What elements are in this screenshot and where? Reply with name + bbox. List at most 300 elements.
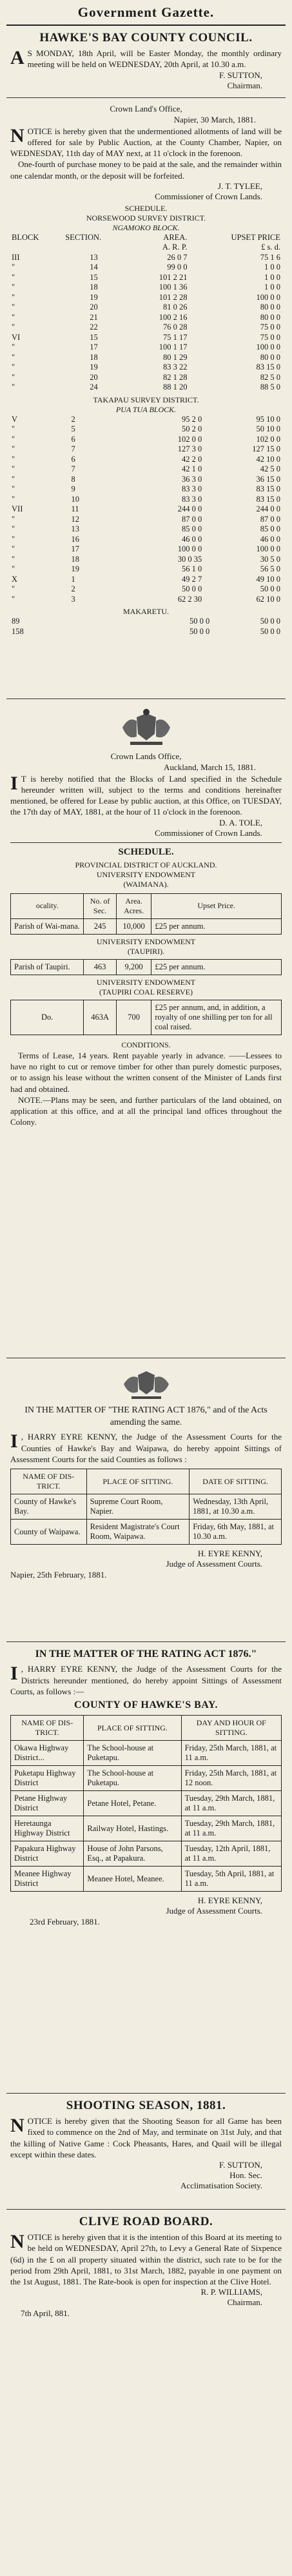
rating-title: IN THE MATTER OF THE RATING ACT 1876." — [35, 1649, 257, 1660]
date-line: Napier, 30 March, 1881. — [173, 115, 256, 125]
area-cell: 100 1 17 — [159, 342, 188, 352]
table-row — [11, 1816, 282, 1841]
area-cell: 100 0 0 — [177, 544, 202, 554]
crown-lands-auckland-notice — [6, 699, 286, 1358]
block-cell: " — [12, 464, 15, 474]
conditions-text: Terms of Lease, 14 years. Rent payable yearly in advance. ——Lessees to have no right to cut or remove timber for other than purely domestic purposes, or to assign his lease without the written consent of the Minister of Lands first had and obtained. — [10, 1050, 282, 1094]
block-cell: " — [12, 292, 15, 302]
notice-text: OTICE is hereby given that it is the intention of this Board at its meeting to be held on WEDNESDAY, April 27th, to Levy a General Rate of Sixpence (6d) in the £ on all property situated within the district, such rate to be for the period from 29th April, 1881, to 31st March, 1882, payable in one payment on the 1st August, 1881. The Rate-book is open for inspection at the Clive Hotel. — [10, 2232, 282, 2287]
price-cell: 80 0 0 — [260, 302, 280, 312]
area-cell: 100 2 16 — [159, 312, 188, 322]
sittings-table — [10, 1715, 282, 1892]
area-cell: 101 2 21 — [159, 272, 188, 282]
table-row — [10, 504, 282, 515]
area-cell: 42 2 0 — [181, 454, 202, 464]
price-cell: 1 0 0 — [264, 282, 280, 292]
note-text: NOTE.—Plans may be seen, and further particulars of the land obtained, on application at this office, and at all the principal land offices throughout the Colony. — [10, 1095, 282, 1127]
endowment-heading: UNIVERSITY ENDOWMENT — [96, 936, 196, 946]
cell: Supreme Court Room, Napier. — [86, 1494, 190, 1520]
section-cell: 24 — [90, 382, 98, 392]
area-cell: 83 3 0 — [181, 494, 202, 504]
area-cell: 95 2 0 — [181, 414, 202, 424]
cell: Resident Magistrate's Court Room, Waipawa. — [86, 1520, 190, 1545]
price-cell: 75 1 6 — [260, 252, 280, 262]
col-locality: ocality. — [11, 893, 84, 918]
signer-role: Judge of Assessment Courts. — [166, 1906, 262, 1916]
price-units: £ s. d. — [261, 243, 280, 252]
block-cell: III — [12, 252, 20, 262]
endowment-heading: UNIVERSITY ENDOWMENT — [96, 869, 196, 879]
block-cell: " — [12, 554, 15, 564]
place-heading: (WAIMANA). — [123, 879, 169, 889]
table-row — [10, 555, 282, 565]
block-cell: 158 — [12, 626, 24, 636]
section-cell: 1 — [71, 574, 75, 584]
block-cell: " — [12, 564, 15, 574]
district-heading: NORSEWOOD SURVEY DISTRICT. — [86, 213, 206, 223]
table-subheading-row — [11, 934, 282, 959]
cell: Parish of Taupiri. — [11, 959, 84, 975]
price-cell: 30 5 0 — [260, 554, 280, 564]
cell: County of Waipawa. — [11, 1520, 87, 1545]
shooting-title: SHOOTING SEASON, 1881. — [66, 2099, 226, 2112]
table-row — [10, 617, 282, 627]
cell: Do. — [11, 1000, 84, 1035]
block-cell: VI — [12, 332, 21, 342]
table-row — [10, 293, 282, 303]
block-cell: " — [12, 514, 15, 524]
table-row — [10, 302, 282, 313]
block-cell: " — [12, 444, 15, 454]
table-row — [10, 475, 282, 485]
section-cell: 2 — [71, 414, 75, 424]
block-cell: " — [12, 434, 15, 444]
block-cell: " — [12, 382, 15, 392]
area-cell: 244 0 0 — [177, 504, 202, 514]
section-cell: 15 — [90, 272, 98, 282]
land-table-makaretu — [10, 617, 282, 637]
signer: J. T. TYLEE, — [218, 181, 262, 191]
coat-of-arms-icon — [117, 708, 175, 747]
area-cell: 76 0 28 — [162, 322, 188, 332]
table-header-row — [11, 1469, 282, 1494]
table-row — [10, 535, 282, 545]
area-cell: 26 0 7 — [167, 252, 188, 262]
price-cell: 50 0 0 — [260, 626, 280, 636]
table-row — [10, 627, 282, 637]
area-cell: 87 0 0 — [181, 514, 202, 524]
block-cell: " — [12, 352, 15, 362]
dropcap: N — [10, 2115, 24, 2136]
block-cell: " — [12, 272, 15, 282]
price-cell: 1 0 0 — [264, 272, 280, 282]
table-row — [10, 424, 282, 435]
block-cell: " — [12, 322, 15, 332]
price-cell: 36 15 0 — [256, 474, 280, 484]
cell: Parish of Wai-mana. — [11, 918, 84, 934]
table-row — [10, 515, 282, 525]
cell: 10,000 — [116, 918, 151, 934]
section-cell: 20 — [90, 302, 98, 312]
block-cell: VII — [12, 504, 23, 514]
price-cell: 49 10 0 — [256, 574, 280, 584]
section-cell: 11 — [71, 504, 79, 514]
date-cell: Tuesday, 29th March, 1881, at 11 a.m. — [181, 1791, 281, 1816]
table-row — [10, 373, 282, 383]
dropcap: I — [10, 772, 18, 794]
table-row — [10, 415, 282, 425]
table-header-row — [11, 1716, 282, 1741]
notice-text: T is hereby notified that the Blocks of Land specified in the Schedule hereunder written will, subject to the terms and conditions hereinafter mentioned, be offered for Lease by public auction, at this Office, on TUESDAY, the 17th day of MAY, 1881, at the hour of 11 o'clock in the forenoon. — [10, 773, 282, 817]
place-heading: (TAUPIRI). — [127, 946, 165, 956]
date-line: Auckland, March 15, 1881. — [164, 762, 256, 773]
price-cell: 244 0 0 — [256, 504, 280, 514]
section-cell: 18 — [90, 352, 98, 362]
block-cell: " — [12, 474, 15, 484]
block-cell: " — [12, 372, 15, 382]
block-cell: " — [12, 454, 15, 464]
area-cell: 88 1 20 — [162, 382, 188, 392]
price-cell: 62 10 0 — [256, 594, 280, 604]
price-cell: 56 5 0 — [260, 564, 280, 574]
table-row — [11, 959, 282, 975]
table-row — [10, 484, 282, 495]
price-cell: 83 15 0 — [256, 484, 280, 494]
price-cell: 100 0 0 — [256, 292, 280, 302]
signer-org: Acclimatisation Society. — [180, 2181, 262, 2191]
place-cell: The School-house at Puketapu. — [84, 1741, 181, 1766]
table-subheading-row — [11, 975, 282, 1000]
signer-role: Commissioner of Crown Lands. — [155, 191, 262, 201]
section-cell: 18 — [90, 282, 98, 292]
table-subheader-row — [10, 243, 282, 253]
area-cell: 50 2 0 — [181, 424, 202, 434]
block-cell: " — [12, 484, 15, 494]
gazette-title: Government Gazette. — [77, 4, 215, 20]
area-cell: 50 0 0 — [190, 617, 210, 626]
date-cell: Friday, 25th March, 1881, at 11 a.m. — [181, 1741, 281, 1766]
rating-title: IN THE MATTER OF "THE RATING ACT 1876," and of the Acts amending the same. — [24, 1405, 268, 1427]
price-cell: 95 10 0 — [256, 414, 280, 424]
area-cell: 42 1 0 — [181, 464, 202, 474]
section-cell: 19 — [90, 362, 98, 372]
section-cell: 17 — [90, 342, 98, 352]
col-date: DAY AND HOUR OF SITTING. — [181, 1716, 281, 1741]
area-cell: 50 0 0 — [181, 584, 202, 594]
date-cell: Friday, 25th March, 1881, at 12 noon. — [181, 1766, 281, 1791]
block-cell: " — [12, 544, 15, 554]
notice-body — [10, 773, 282, 818]
price-cell: 83 15 0 — [256, 362, 280, 372]
price-cell: 85 0 0 — [260, 524, 280, 534]
land-table-norsewood — [10, 233, 282, 393]
section-cell: 22 — [90, 322, 98, 332]
section-cell — [56, 627, 141, 637]
notice-text: OTICE is hereby given that the undermentioned allotments of land will be offered for sale by Public Auction, at the County Chamber, Napier, on WEDNESDAY, 11th day of MAY next, at 11 o'clock in the forenoon. — [10, 126, 282, 159]
col-area: AREA. — [163, 232, 188, 242]
district-heading: PROVINCIAL DISTRICT OF AUCKLAND. — [75, 860, 217, 869]
coat-of-arms-icon — [117, 1367, 175, 1401]
table-row — [11, 1841, 282, 1867]
table-row — [10, 382, 282, 393]
table-row — [10, 455, 282, 465]
col-section: SECTION. — [65, 232, 102, 242]
area-cell: 56 1 0 — [181, 564, 202, 574]
section-cell — [56, 617, 141, 627]
rating-act-notice-2 — [6, 1642, 286, 2094]
signer-role: Judge of Assessment Courts. — [166, 1559, 262, 1569]
table-row — [10, 253, 282, 263]
block-cell: " — [12, 494, 15, 504]
notice-body — [10, 1663, 282, 1697]
cell: Friday, 6th May, 1881, at 10.30 a.m. — [190, 1520, 282, 1545]
place-cell: Meanee Hotel, Meanee. — [84, 1867, 181, 1892]
table-row — [10, 444, 282, 455]
section-cell: 7 — [71, 444, 75, 454]
date-cell: Tuesday, 12th April, 1881, at 11 a.m. — [181, 1841, 281, 1867]
col-area: Area. Acres. — [116, 893, 151, 918]
block-cell: " — [12, 282, 15, 292]
cell: 9,200 — [116, 959, 151, 975]
section-cell: 14 — [90, 263, 98, 272]
cell: 245 — [84, 918, 116, 934]
section-cell: 17 — [71, 544, 79, 554]
hawkes-bay-body — [10, 48, 282, 70]
price-cell: 83 15 0 — [256, 494, 280, 504]
signer: H. EYRE KENNY, — [197, 1549, 262, 1559]
area-cell: 36 3 0 — [181, 474, 202, 484]
dateline: 7th April, 881. — [21, 2308, 70, 2319]
area-cell: 81 0 26 — [162, 302, 188, 312]
price-cell: 82 5 0 — [260, 372, 280, 382]
place-cell: Railway Hotel, Hastings. — [84, 1816, 181, 1841]
cell: 463A — [84, 1000, 116, 1035]
signer-role: Hon. Sec. — [229, 2170, 262, 2181]
cell: County of Hawke's Bay. — [11, 1494, 87, 1520]
section-cell: 3 — [71, 594, 75, 604]
price-cell: 100 0 0 — [256, 342, 280, 352]
table-row — [10, 564, 282, 575]
block-cell: X — [12, 574, 18, 584]
area-cell: 62 2 30 — [177, 594, 202, 604]
district-heading: TAKAPAU SURVEY DISTRICT. — [93, 395, 199, 404]
table-row — [11, 1000, 282, 1035]
district-cell: Petane Highway District — [11, 1791, 84, 1816]
notice-note: One-fourth of purchase money to be paid at the sale, and the remainder within one calendar month, or the deposit will be forfeited. — [10, 159, 282, 181]
price-cell: 50 0 0 — [260, 617, 280, 626]
notice-body — [10, 2232, 282, 2287]
office-line: Crown Land's Office, — [110, 104, 182, 114]
table-row — [10, 362, 282, 373]
endowment-heading: UNIVERSITY ENDOWMENT — [96, 977, 196, 987]
signer: F. SUTTON, — [219, 70, 262, 80]
block-cell: " — [12, 534, 15, 544]
gazette-header — [6, 0, 286, 26]
section-cell: 19 — [90, 292, 98, 302]
table-row — [10, 273, 282, 283]
area-cell: 83 3 0 — [181, 484, 202, 494]
price-cell: 42 10 0 — [256, 454, 280, 464]
notice-text: S MONDAY, 18th April, will be Easter Monday, the monthly ordinary meeting will be held on WEDNESDAY, 20th April, at 10.30 a.m. — [27, 48, 282, 70]
table-row — [10, 584, 282, 595]
section-cell: 5 — [71, 424, 75, 434]
table-row — [11, 1520, 282, 1545]
section-cell: 2 — [71, 584, 75, 594]
table-row — [10, 595, 282, 605]
section-cell: 16 — [71, 534, 79, 544]
district-cell: Puketapu Highway District — [11, 1766, 84, 1791]
area-cell: 49 2 7 — [181, 574, 202, 584]
section-cell: 12 — [71, 514, 79, 524]
place-cell: House of John Parsons, Esq., at Papakura. — [84, 1841, 181, 1867]
section-cell: 6 — [71, 454, 75, 464]
block-cell: " — [12, 302, 15, 312]
area-cell: 127 3 0 — [177, 444, 202, 454]
area-cell: 83 3 22 — [162, 362, 188, 372]
area-cell: 100 1 36 — [159, 282, 188, 292]
area-cell: 50 0 0 — [190, 626, 210, 636]
section-cell: 6 — [71, 434, 75, 444]
block-cell: V — [12, 414, 18, 424]
block-cell: " — [12, 594, 15, 604]
table-row — [10, 544, 282, 555]
area-cell: 85 0 0 — [181, 524, 202, 534]
area-cell: 82 1 28 — [162, 372, 188, 382]
hawkes-bay-notice — [6, 26, 286, 98]
price-cell: 100 0 0 — [256, 544, 280, 554]
table-row — [10, 333, 282, 343]
dropcap: N — [10, 2231, 24, 2252]
table-row — [10, 524, 282, 535]
signer: R. P. WILLIAMS, — [200, 2287, 262, 2297]
notice-body — [10, 2115, 282, 2160]
notice-body — [10, 1431, 282, 1465]
section-cell: 19 — [71, 564, 79, 574]
shooting-season-notice — [6, 2094, 286, 2210]
area-cell: 46 0 0 — [181, 534, 202, 544]
price-cell: 102 0 0 — [256, 434, 280, 444]
signer: D. A. TOLE, — [219, 817, 262, 827]
conditions-heading: CONDITIONS. — [121, 1040, 171, 1049]
dropcap: I — [10, 1663, 18, 1685]
signer-role: Chairman. — [227, 80, 262, 90]
place-cell: Petane Hotel, Petane. — [84, 1791, 181, 1816]
place-heading: (TAUPIRI COAL RESERVE) — [99, 987, 193, 996]
section-cell: 20 — [90, 372, 98, 382]
price-cell: 50 10 0 — [256, 424, 280, 434]
area-cell: 80 1 29 — [162, 352, 188, 362]
table-row — [10, 322, 282, 333]
table-row — [10, 342, 282, 353]
notice-text: , HARRY EYRE KENNY, the Judge of the Assessment Courts for the Counties of Hawke's Bay and Waipawa, do hereby appoint Sittings of Assessment Courts for the said Counties as follows : — [10, 1432, 282, 1464]
table-row — [10, 353, 282, 363]
county-heading: COUNTY OF HAWKE'S BAY. — [74, 1699, 218, 1711]
schedule-heading: SCHEDULE. — [124, 203, 168, 213]
col-date: DATE OF SITTING. — [190, 1469, 282, 1494]
section-cell: 10 — [71, 494, 79, 504]
cell: 463 — [84, 959, 116, 975]
block-cell: " — [12, 263, 15, 272]
price-cell: 46 0 0 — [260, 534, 280, 544]
block-heading: NGAMOKO BLOCK. — [112, 223, 180, 232]
price-cell: 50 0 0 — [260, 584, 280, 594]
section-cell: 21 — [90, 312, 98, 322]
hawkes-bay-title: HAWKE'S BAY COUNTY COUNCIL. — [39, 31, 253, 45]
table-row — [11, 918, 282, 934]
dropcap: N — [10, 124, 24, 146]
table-row — [10, 575, 282, 585]
district-cell: Heretaunga Highway District — [11, 1816, 84, 1841]
col-name: NAME OF DIS-TRICT. — [11, 1716, 84, 1741]
table-row — [10, 282, 282, 293]
table-row — [10, 495, 282, 505]
section-cell: 8 — [71, 474, 75, 484]
price-cell: 75 0 0 — [260, 322, 280, 332]
dropcap: A — [10, 47, 24, 68]
sittings-table — [10, 1469, 282, 1545]
area-cell: 75 1 17 — [162, 332, 188, 342]
date-cell: Tuesday, 29th March, 1881, at 11 a.m. — [181, 1816, 281, 1841]
table-row — [10, 263, 282, 273]
dateline: Napier, 25th February, 1881. — [10, 1570, 107, 1580]
table-row — [11, 1867, 282, 1892]
schedule-heading: SCHEDULE. — [118, 846, 174, 857]
block-cell: " — [12, 312, 15, 322]
block-cell: " — [12, 424, 15, 434]
block-cell: " — [12, 584, 15, 594]
table-header-row — [10, 233, 282, 243]
clive-road-board-notice — [6, 2210, 286, 2493]
district-heading: MAKARETU. — [123, 607, 169, 617]
district-cell: Meanee Highway District — [11, 1867, 84, 1892]
block-cell: " — [12, 524, 15, 534]
signer: H. EYRE KENNY, — [197, 1896, 262, 1906]
col-sec: No. of Sec. — [84, 893, 116, 918]
col-place: PLACE OF SITTING. — [84, 1716, 181, 1741]
area-units: A. R. P. — [162, 243, 188, 252]
notice-text: OTICE is hereby given that the Shooting Season for all Game has been fixed to commence on the 2nd of May, and terminate on 31st July, and that the killing of Native Game : Cock Pheasants, Hares, and Quail will be illegal except within these dates. — [10, 2116, 282, 2159]
table-row — [11, 1494, 282, 1520]
area-cell: 30 0 35 — [177, 554, 202, 564]
col-place: PLACE OF SITTING. — [86, 1469, 190, 1494]
cell: Wednesday, 13th April, 1881, at 10.30 a.m. — [190, 1494, 282, 1520]
district-cell: Papakura Highway District — [11, 1841, 84, 1867]
col-name: NAME OF DIS-TRICT. — [11, 1469, 87, 1494]
col-block: BLOCK — [12, 232, 39, 242]
crown-lands-napier-notice — [6, 98, 286, 699]
section-cell: 13 — [71, 524, 79, 534]
section-cell: 7 — [71, 464, 75, 474]
signer-role: Chairman. — [227, 2297, 262, 2308]
price-cell: 75 0 0 — [260, 332, 280, 342]
price-cell: 88 5 0 — [260, 382, 280, 392]
block-cell: " — [12, 362, 15, 372]
price-cell: 1 0 0 — [264, 263, 280, 272]
table-header-row — [11, 893, 282, 918]
price-cell: 80 0 0 — [260, 352, 280, 362]
area-cell: 99 0 0 — [167, 263, 188, 272]
price-cell: 42 5 0 — [260, 464, 280, 474]
section-cell: 18 — [71, 554, 79, 564]
lease-table — [10, 893, 282, 1035]
dropcap: I — [10, 1431, 18, 1452]
notice-text: , HARRY EYRE KENNY, the Judge of the Assessment Courts for the Districts hereunder mentioned, do hereby appoint Sittings of Assessment Courts, as follows :— — [10, 1664, 282, 1696]
date-cell: Tuesday, 5th April, 1881, at 11 a.m. — [181, 1867, 281, 1892]
table-row — [11, 1766, 282, 1791]
block-heading: PUA TUA BLOCK. — [115, 404, 177, 414]
office-line: Crown Lands Office, — [110, 751, 182, 761]
signer: F. SUTTON, — [219, 2160, 262, 2170]
